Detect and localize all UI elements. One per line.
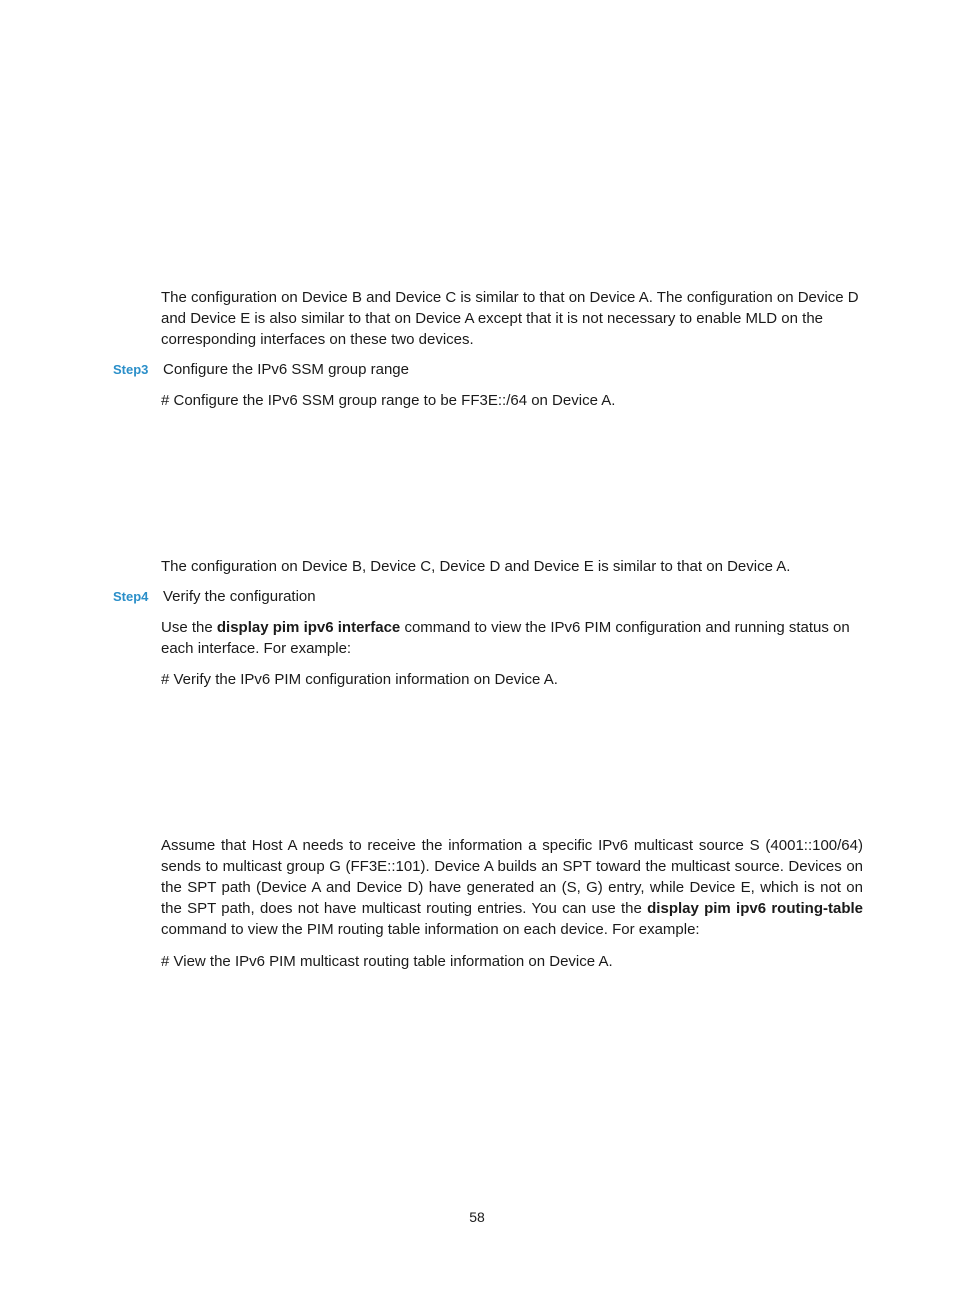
step-4-text: Verify the configuration [163,588,316,605]
paragraph-verify-pim-config: # Verify the IPv6 PIM configuration information on Device A. [161,671,558,688]
step-3-row [113,359,863,380]
text-segment: Assume that Host A needs to receive the information a specific IPv6 multicast source S (4001::100/64) sends to multicast group G (FF3E::101). Device A builds an SPT toward the multicast source. Devices on the SPT path (Device A and Device D) have generated an (S, G) entry, while Device E, which is not on the SPT path, does not have multicast routing entries. You can use the [161,837,863,917]
page-number: 58 [469,1209,485,1225]
command-display-pim-ipv6-interface: display pim ipv6 interface [216,619,401,636]
paragraph-device-b-c-config: The configuration on Device B and Device C is similar to that on Device A. The configuration on Device D and Device E is also similar to that on Device A except that it is not necessary to enable MLD on the corresponding interfaces on these two devices. [161,289,859,348]
paragraph-display-interface [161,617,863,659]
step-4-label: Step4 [113,589,149,604]
text-segment: command to view the PIM routing table information on each device. For example: [161,921,700,938]
paragraph-host-a-spt [161,835,863,940]
step-3-label: Step3 [113,362,149,377]
step-3-text: Configure the IPv6 SSM group range [163,361,409,378]
command-display-pim-ipv6-routing-table: display pim ipv6 routing-table [647,900,863,917]
paragraph-configure-ssm-range: # Configure the IPv6 SSM group range to be FF3E::/64 on Device A. [161,392,616,409]
paragraph-devices-similar: The configuration on Device B, Device C, Device D and Device E is similar to that on Device A. [161,558,791,575]
paragraph-view-routing-table: # View the IPv6 PIM multicast routing table information on Device A. [161,953,613,970]
text-segment: Use the [161,619,217,636]
text-segment: command to view the IPv6 PIM configuration and running status on each interface. For example: [161,619,850,657]
step-4-row [113,586,863,607]
